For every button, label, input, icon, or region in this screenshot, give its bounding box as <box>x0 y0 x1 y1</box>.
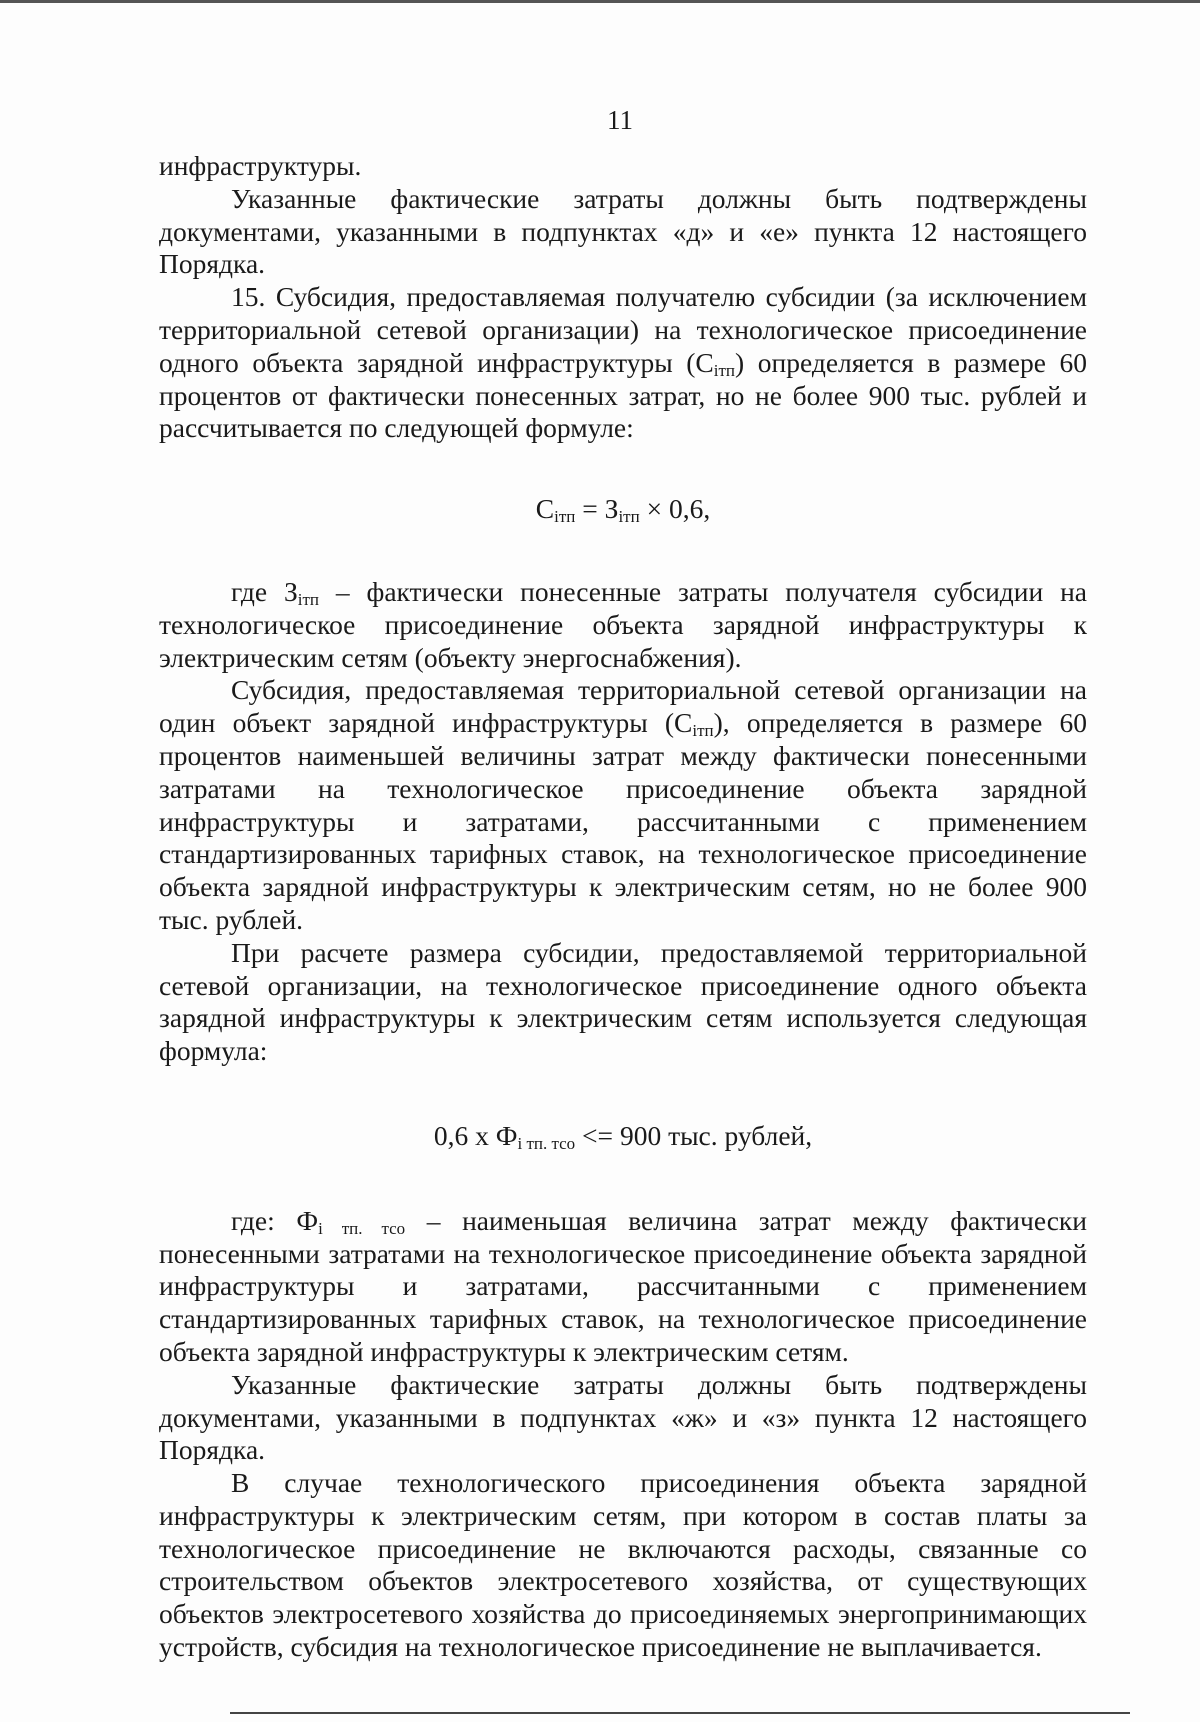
formula-part: <= 900 тыс. рублей, <box>575 1119 813 1151</box>
paragraph-text: Указанные фактические затраты должны быть подтверждены документами, указанными в подпунктах «ж» и «з» пункта 12 настоящего Порядка. <box>159 1368 1087 1466</box>
paragraph-formula-definition <box>159 576 1087 674</box>
paragraph-no-payment <box>159 1467 1087 1664</box>
paragraph-territorial-organization <box>159 674 1087 936</box>
paragraph-continuation <box>159 150 1087 183</box>
subscript: iтп <box>618 507 640 527</box>
paragraph-text: – фактически понесенные затраты получателя субсидии на технологическое присоединение объекта зарядной инфраструктуры к электрическим сетям (объекту энергоснабжения). <box>159 575 1088 673</box>
formula-limit <box>159 1120 1087 1153</box>
paragraph-text: ) определяется в размере 60 процентов от фактически понесенных затрат, но не более 900 тыс. рублей и рассчитывается по следующей формуле: <box>159 346 1087 444</box>
paragraph-text: Субсидия, предоставляемая территориальной сетевой организации на один объект зарядной инфраструктуры (C <box>159 674 1087 739</box>
paragraph-text: ), определяется в размере 60 процентов наименьшей величины затрат между фактически понесенными затратами на технологическое присоединение объекта зарядной инфраструктуры и затратами, рассчитанными с применением стандартизированных тарифных ставок, на технологическое присоединение объекта зарядной инфраструктуры к электрическим сетям, но не более 900 тыс. рублей. <box>159 707 1087 935</box>
formula-part: C <box>535 493 555 525</box>
page-number: 11 <box>607 105 633 135</box>
paragraph-text: где З <box>231 575 298 607</box>
paragraph-phi-definition <box>159 1205 1087 1369</box>
paragraph-documents-d-e <box>159 183 1087 281</box>
subscript: iтп <box>554 507 576 527</box>
paragraph-documents-zh-z <box>159 1369 1087 1467</box>
paragraph-15 <box>159 281 1087 445</box>
paragraph-text: 15. Субсидия, предоставляемая получателю субсидии (за исключением территориальной сетевой организации) на технологическое присоединение одного объекта зарядной инфраструктуры (C <box>159 281 1087 378</box>
subscript: i тп. тсо <box>318 1218 406 1238</box>
subscript: i тп. тсо <box>517 1133 576 1153</box>
paragraph-calculation <box>159 937 1087 1068</box>
paragraph-text: где: Ф <box>231 1204 319 1236</box>
paragraph-text: – наименьшая величина затрат между фактически понесенными затратами на технологическое присоединение объекта зарядной инфраструктуры и затратами, рассчитанными с применением стандартизированных тарифных ставок, на технологическое присоединение объекта зарядной инфраструктуры к электрическим сетям. <box>159 1204 1087 1367</box>
subscript: iтп <box>297 589 320 609</box>
formula-part: 0,6 x Ф <box>433 1119 518 1151</box>
subscript: iтп <box>713 360 736 380</box>
subscript: iтп <box>692 721 714 741</box>
formula-subsidy <box>159 493 1087 526</box>
document-body <box>159 150 1087 1664</box>
paragraph-text: В случае технологического присоединения объекта зарядной инфраструктуры к электрическим сетям, при котором в состав платы за технологическое присоединение не включаются расходы, связанные со строительством объектов электросетевого хозяйства, от существующих объектов электросетевого хозяйства до присоединяемых энергопринимающих устройств, субсидия на технологическое присоединение не выплачивается. <box>159 1467 1087 1663</box>
formula-part: = З <box>575 493 619 525</box>
paragraph-text: инфраструктуры. <box>159 150 362 181</box>
scan-bottom-edge <box>230 1712 1130 1714</box>
paragraph-text: При расчете размера субсидии, предоставляемой территориальной сетевой организации, на технологическое присоединение одного объекта зарядной инфраструктуры к электрическим сетям используется следующая формула: <box>159 936 1087 1067</box>
scan-top-edge <box>0 0 1200 3</box>
formula-part: × 0,6, <box>639 493 711 525</box>
paragraph-text: Указанные фактические затраты должны быть подтверждены документами, указанными в подпунктах «д» и «е» пункта 12 настоящего Порядка. <box>159 182 1087 280</box>
